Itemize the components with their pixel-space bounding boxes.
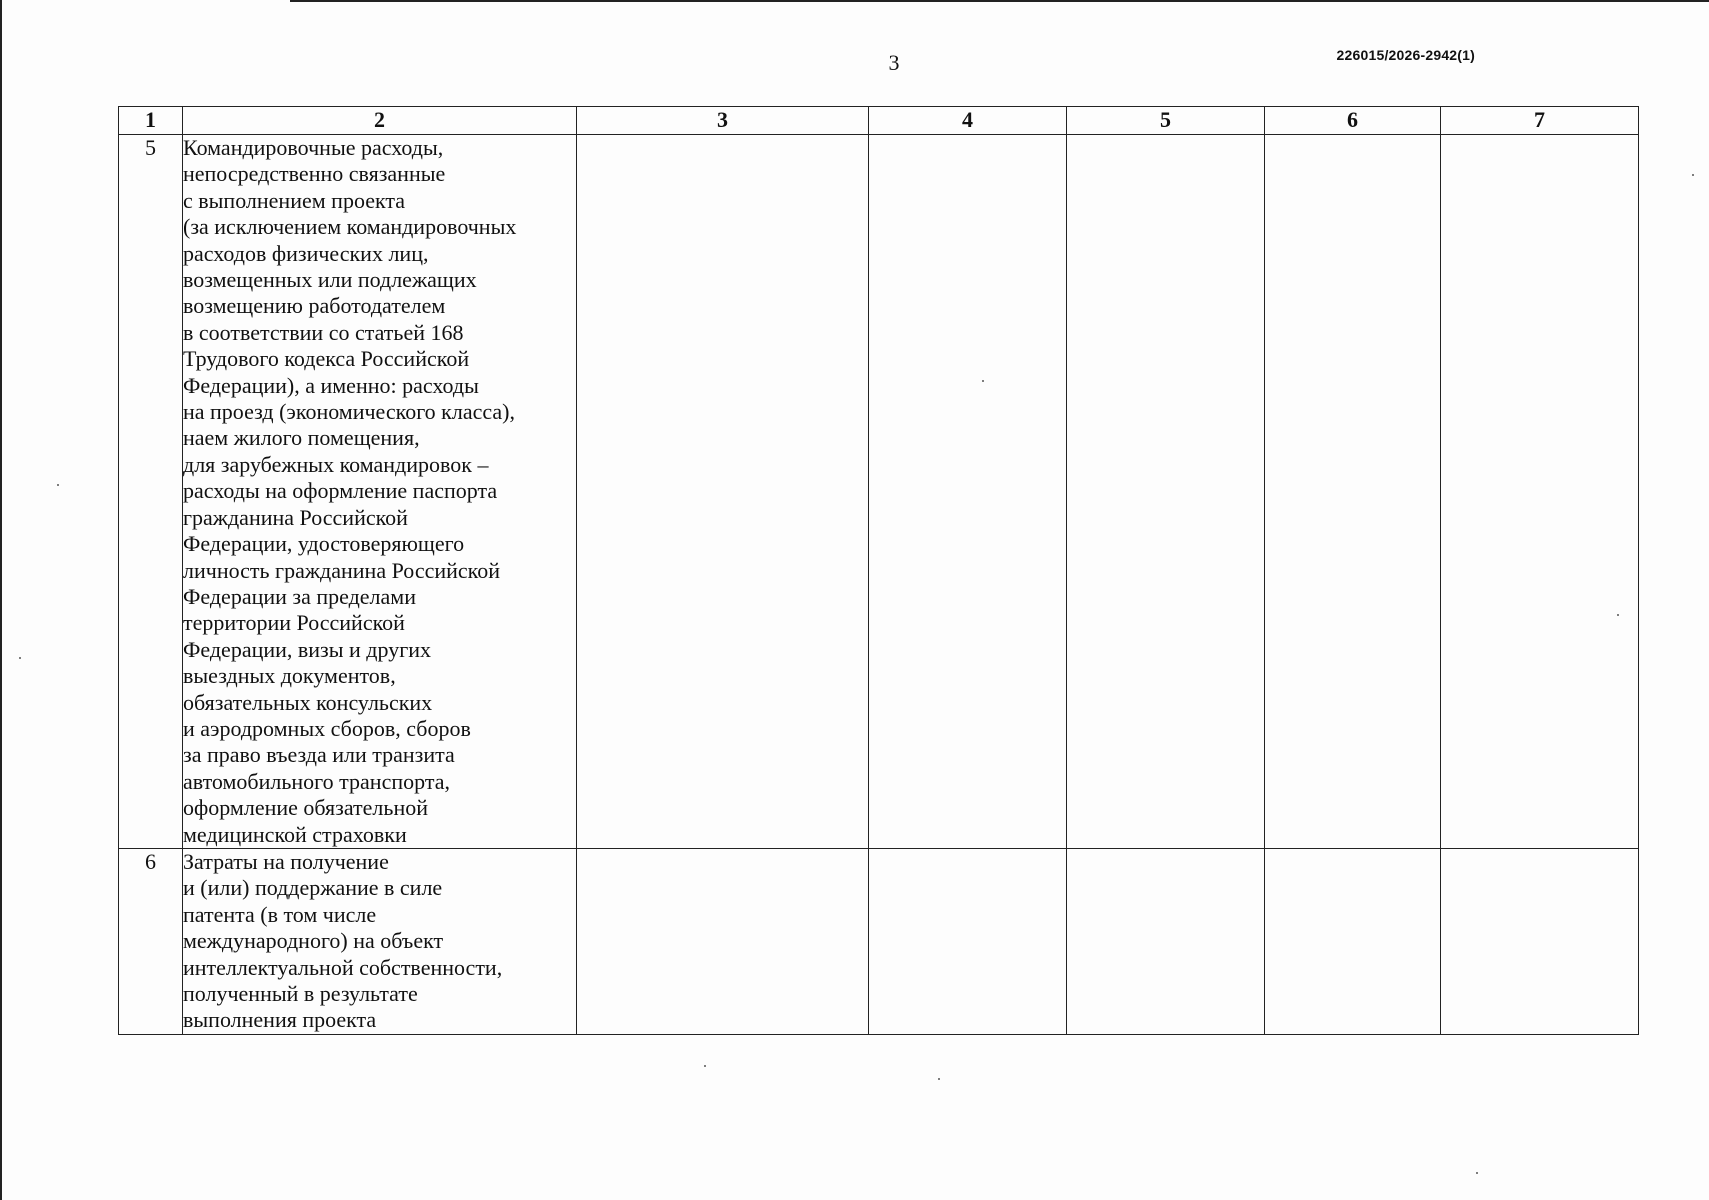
description-line: и аэродромных сборов, сборов — [183, 715, 471, 741]
scan-speck — [1692, 174, 1694, 176]
description-line: (за исключением командировочных — [183, 214, 517, 240]
table-cell — [1441, 848, 1639, 1034]
description-line: международного) на объект — [183, 928, 444, 954]
description-line: медицинской страховки — [183, 821, 407, 847]
table-cell — [869, 135, 1067, 849]
scan-speck — [57, 484, 59, 486]
table-header-row — [119, 107, 1639, 135]
row-description — [183, 135, 577, 849]
description-line: оформление обязательной — [183, 795, 428, 821]
description-line: в соответствии со статьей 168 — [183, 319, 464, 345]
column-header-3: 3 — [577, 107, 869, 135]
description-line: и (или) поддержание в силе — [183, 875, 443, 901]
description-line: обязательных консульских — [183, 689, 433, 715]
table-cell — [1265, 135, 1441, 849]
description-line: Федерации), а именно: расходы — [183, 372, 479, 398]
table-cell — [1067, 135, 1265, 849]
description-line: для зарубежных командировок – — [183, 451, 489, 477]
table-cell — [1067, 848, 1265, 1034]
row-number: 6 — [119, 848, 183, 1034]
description-line: территории Российской — [183, 610, 405, 636]
description-line: непосредственно связанные — [183, 161, 446, 187]
scan-speck — [938, 1078, 940, 1080]
table-cell — [1441, 135, 1639, 849]
description-line: на проезд (экономического класса), — [183, 399, 515, 425]
column-header-4: 4 — [869, 107, 1067, 135]
description-line: наем жилого помещения, — [183, 425, 420, 451]
description-line: личность гражданина Российской — [183, 557, 501, 583]
description-line: Федерации, визы и других — [183, 636, 432, 662]
description-line: возмещению работодателем — [183, 293, 446, 319]
row-description — [183, 848, 577, 1034]
description-line: расходы на оформление паспорта — [183, 478, 498, 504]
column-header-2: 2 — [183, 107, 577, 135]
description-line: Командировочные расходы, — [183, 135, 444, 160]
description-line: возмещенных или подлежащих — [183, 267, 477, 293]
description-line: Федерации, удостоверяющего — [183, 531, 465, 557]
column-header-1: 1 — [119, 107, 183, 135]
table-row — [119, 135, 1639, 849]
scan-speck — [19, 657, 21, 659]
table-cell — [577, 135, 869, 849]
budget-table — [118, 106, 1639, 1035]
table-cell — [1265, 848, 1441, 1034]
description-line: Федерации за пределами — [183, 583, 416, 609]
description-line: патента (в том числе — [183, 901, 377, 927]
description-line: гражданина Российской — [183, 504, 408, 530]
document-id: 226015/2026-2942(1) — [1336, 47, 1475, 63]
column-header-6: 6 — [1265, 107, 1441, 135]
description-line: выполнения проекта — [183, 1007, 377, 1033]
column-header-7: 7 — [1441, 107, 1639, 135]
table-cell — [869, 848, 1067, 1034]
table-row — [119, 848, 1639, 1034]
scan-speck — [1617, 614, 1619, 616]
description-line: интеллектуальной собственности, — [183, 954, 503, 980]
description-line: выездных документов, — [183, 663, 396, 689]
description-line: расходов физических лиц, — [183, 240, 429, 266]
scan-edge-top — [290, 0, 1709, 2]
description-line: Трудового кодекса Российской — [183, 346, 470, 372]
scan-edge-left — [0, 0, 2, 1200]
page-number: 3 — [888, 50, 900, 75]
scan-speck — [704, 1065, 706, 1067]
description-line: автомобильного транспорта, — [183, 768, 450, 794]
scan-speck — [1476, 1172, 1478, 1174]
description-line: полученный в результате — [183, 981, 418, 1006]
description-line: за право въезда или транзита — [183, 742, 455, 768]
description-line: Затраты на получение — [183, 848, 389, 874]
scan-speck — [982, 380, 984, 382]
description-line: с выполнением проекта — [183, 187, 406, 213]
column-header-5: 5 — [1067, 107, 1265, 135]
row-number: 5 — [119, 135, 183, 849]
table-cell — [577, 848, 869, 1034]
